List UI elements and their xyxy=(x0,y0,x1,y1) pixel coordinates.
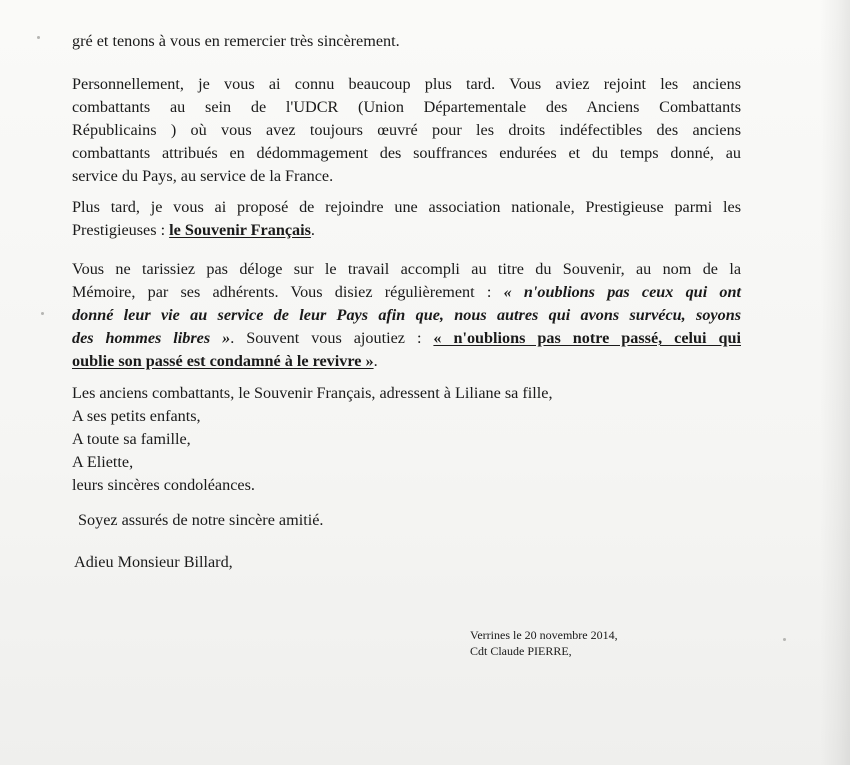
paragraph-line: A ses petits enfants, xyxy=(72,407,201,425)
paragraph-line xyxy=(72,304,741,327)
paragraph-line: service du Pays, au service de la France. xyxy=(72,167,334,185)
souvenir-francais-emphasis: le Souvenir Français xyxy=(169,221,311,239)
text-segment: Prestigieuses : xyxy=(72,221,170,239)
text-segment: . xyxy=(373,352,378,370)
paragraph-line: Personnellement, je vous ai connu beaucoup plus tard. Vous aviez rejoint les anciens xyxy=(72,75,741,93)
quote-nous-autres: des hommes libres » xyxy=(72,329,231,347)
signature-name: Cdt Claude PIERRE, xyxy=(470,644,572,658)
quote-notre-passe: oublie son passé est condamné à le revivre » xyxy=(72,352,374,370)
text-segment: Mémoire, par ses adhérents. Vous disiez régulièrement : xyxy=(72,283,504,301)
page-edge-shadow xyxy=(820,0,850,765)
paragraph-line: leurs sincères condoléances. xyxy=(72,476,255,494)
quote-nous-autres: « n'oublions pas ceux qui ont xyxy=(503,283,741,301)
scan-speck xyxy=(37,36,40,39)
paragraph-line: A toute sa famille, xyxy=(72,430,191,448)
paragraph-line xyxy=(72,327,741,350)
paragraph-line: combattants attribués en dédommagement des souffrances endurées et du temps donné, au xyxy=(72,144,741,162)
signature-block xyxy=(470,627,618,659)
quote-notre-passe: « n'oublions pas notre passé, celui qui xyxy=(433,329,741,347)
paragraph-memoire xyxy=(72,258,741,373)
paragraph-line: Républicains ) où vous avez toujours œuvré pour les droits indéfectibles des anciens xyxy=(72,121,741,139)
paragraph-line xyxy=(72,219,741,242)
paragraph-line: Plus tard, je vous ai proposé de rejoindre une association nationale, Prestigieuse parmi les xyxy=(72,198,741,216)
closing-line-remerciements: gré et tenons à vous en remercier très sincèrement. xyxy=(72,32,400,50)
paragraph-line: combattants au sein de l'UDCR (Union Départementale des Anciens Combattants xyxy=(72,98,741,116)
paragraph-line: Les anciens combattants, le Souvenir Français, adressent à Liliane sa fille, xyxy=(72,384,553,402)
amitie-line: Soyez assurés de notre sincère amitié. xyxy=(78,511,324,529)
signature-place-date: Verrines le 20 novembre 2014, xyxy=(470,628,618,642)
paragraph-line: Vous ne tarissiez pas déloge sur le travail accompli au titre du Souvenir, au nom de la xyxy=(72,260,741,278)
paragraph-line xyxy=(72,281,741,304)
paragraph-souvenir-francais xyxy=(72,196,741,242)
adieu-line: Adieu Monsieur Billard, xyxy=(74,553,233,571)
text-segment: . Souvent vous ajoutiez : xyxy=(230,329,434,347)
paragraph-line xyxy=(72,350,741,373)
scan-speck xyxy=(783,638,786,641)
text-segment: . xyxy=(310,221,315,239)
paragraph-line: A Eliette, xyxy=(72,453,134,471)
quote-nous-autres: donné leur vie au service de leur Pays afin que, nous autres qui avons survécu, soyons xyxy=(72,306,741,324)
paragraph-udcr xyxy=(72,73,741,188)
paragraph-condoleances xyxy=(72,382,553,497)
scan-speck xyxy=(41,312,44,315)
